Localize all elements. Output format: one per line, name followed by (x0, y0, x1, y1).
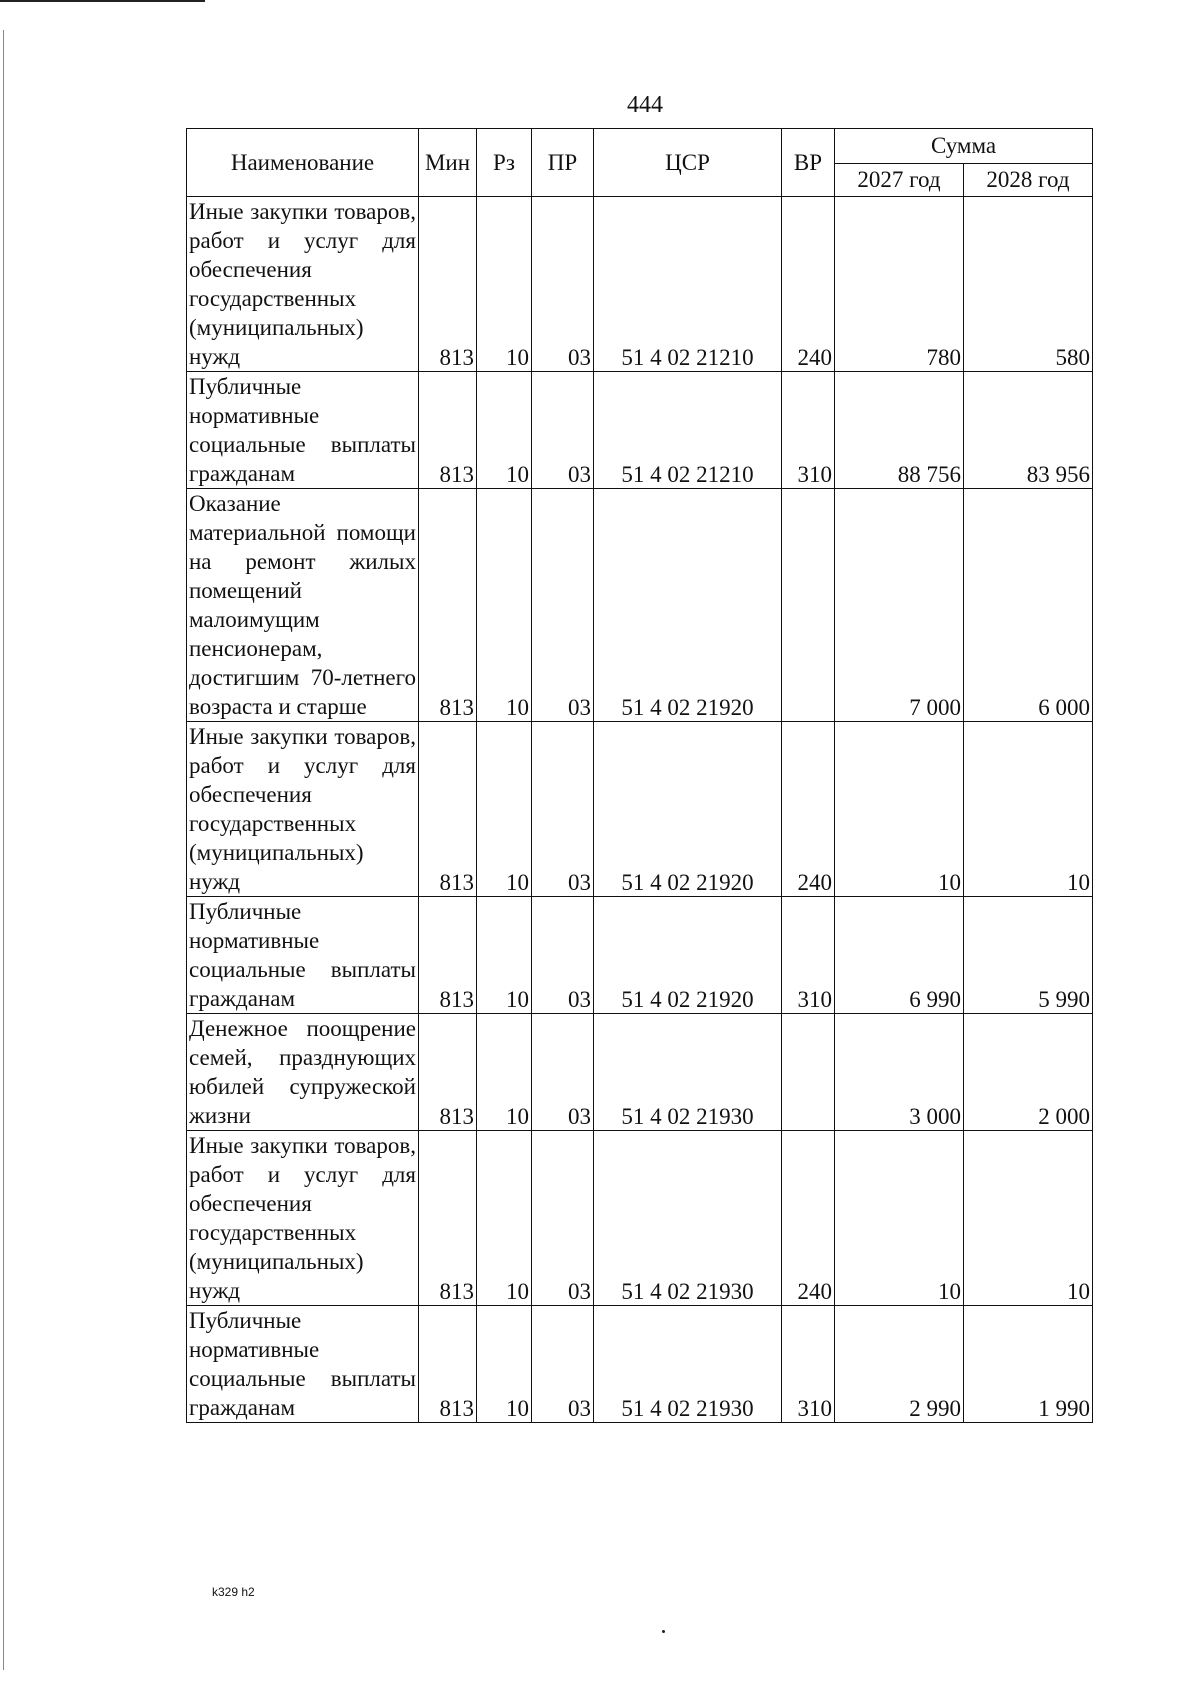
table-row (187, 1131, 1093, 1306)
row-pr: 03 (532, 372, 594, 489)
row-vr: 310 (782, 372, 835, 489)
row-min: 813 (419, 1306, 477, 1423)
row-pr: 03 (532, 1131, 594, 1306)
row-name: Оказание материальной помощи на ремонт жилых помещений малоимущим пенсионерам, достигшим 70-летнего возраста и старше (187, 489, 419, 722)
row-rz: 10 (477, 722, 532, 897)
header-pr: ПР (532, 129, 594, 197)
page-number: 444 (627, 92, 663, 118)
row-csr: 51 4 02 21920 (594, 897, 782, 1014)
row-min: 813 (419, 1131, 477, 1306)
row-2028: 10 (964, 1131, 1093, 1306)
row-2028: 2 000 (964, 1014, 1093, 1131)
scan-dot (662, 1630, 665, 1633)
row-csr: 51 4 02 21930 (594, 1131, 782, 1306)
row-min: 813 (419, 372, 477, 489)
budget-table (186, 128, 1093, 1423)
table-row (187, 197, 1093, 372)
header-vr: ВР (782, 129, 835, 197)
row-2027: 3 000 (835, 1014, 964, 1131)
row-2027: 88 756 (835, 372, 964, 489)
header-row-top (187, 129, 1093, 164)
row-vr (782, 1014, 835, 1131)
top-edge-rule (0, 0, 205, 2)
table-row (187, 722, 1093, 897)
row-pr: 03 (532, 197, 594, 372)
left-edge-rule (3, 30, 4, 1670)
footer-code: k329 h2 (212, 1585, 255, 1599)
row-vr: 240 (782, 197, 835, 372)
header-min: Мин (419, 129, 477, 197)
row-vr (782, 489, 835, 722)
row-pr: 03 (532, 489, 594, 722)
row-2028: 5 990 (964, 897, 1093, 1014)
row-2028: 1 990 (964, 1306, 1093, 1423)
row-rz: 10 (477, 197, 532, 372)
row-rz: 10 (477, 1306, 532, 1423)
row-name: Публичные нормативные социальные выплаты гражданам (187, 1306, 419, 1423)
row-2027: 780 (835, 197, 964, 372)
row-csr: 51 4 02 21930 (594, 1014, 782, 1131)
row-min: 813 (419, 722, 477, 897)
row-name: Иные закупки товаров, работ и услуг для обеспечения государственных (муниципальных) нужд (187, 722, 419, 897)
row-csr: 51 4 02 21210 (594, 197, 782, 372)
row-name: Иные закупки товаров, работ и услуг для обеспечения государственных (муниципальных) нужд (187, 1131, 419, 1306)
table-row (187, 1014, 1093, 1131)
row-pr: 03 (532, 722, 594, 897)
row-min: 813 (419, 897, 477, 1014)
row-2028: 6 000 (964, 489, 1093, 722)
row-csr: 51 4 02 21920 (594, 489, 782, 722)
row-2028: 10 (964, 722, 1093, 897)
header-sum: Сумма (835, 129, 1093, 164)
table-row (187, 897, 1093, 1014)
header-rz: Рз (477, 129, 532, 197)
row-min: 813 (419, 1014, 477, 1131)
header-2027: 2027 год (835, 164, 964, 197)
row-pr: 03 (532, 1306, 594, 1423)
row-pr: 03 (532, 897, 594, 1014)
row-min: 813 (419, 197, 477, 372)
row-2028: 83 956 (964, 372, 1093, 489)
row-vr: 240 (782, 1131, 835, 1306)
row-2027: 7 000 (835, 489, 964, 722)
row-2027: 2 990 (835, 1306, 964, 1423)
table-row (187, 372, 1093, 489)
header-csr: ЦСР (594, 129, 782, 197)
table-row (187, 489, 1093, 722)
row-csr: 51 4 02 21920 (594, 722, 782, 897)
row-2027: 10 (835, 1131, 964, 1306)
row-2027: 10 (835, 722, 964, 897)
row-rz: 10 (477, 1014, 532, 1131)
row-2027: 6 990 (835, 897, 964, 1014)
row-name: Иные закупки товаров, работ и услуг для обеспечения государственных (муниципальных) нужд (187, 197, 419, 372)
row-vr: 310 (782, 1306, 835, 1423)
row-rz: 10 (477, 897, 532, 1014)
header-name: Наименование (187, 129, 419, 197)
row-name: Денежное поощрение семей, празднующих юбилей супружеской жизни (187, 1014, 419, 1131)
row-rz: 10 (477, 489, 532, 722)
row-vr: 310 (782, 897, 835, 1014)
header-2028: 2028 год (964, 164, 1093, 197)
row-csr: 51 4 02 21210 (594, 372, 782, 489)
row-rz: 10 (477, 1131, 532, 1306)
row-2028: 580 (964, 197, 1093, 372)
row-rz: 10 (477, 372, 532, 489)
row-csr: 51 4 02 21930 (594, 1306, 782, 1423)
table-row (187, 1306, 1093, 1423)
row-pr: 03 (532, 1014, 594, 1131)
row-min: 813 (419, 489, 477, 722)
row-vr: 240 (782, 722, 835, 897)
row-name: Публичные нормативные социальные выплаты гражданам (187, 897, 419, 1014)
row-name: Публичные нормативные социальные выплаты гражданам (187, 372, 419, 489)
